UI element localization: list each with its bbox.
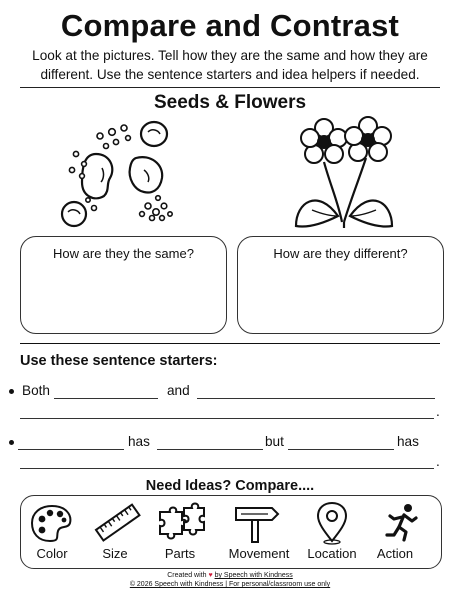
ruler-icon [94,503,142,543]
header-divider [20,87,440,88]
ideas-heading: Need Ideas? Compare.... [145,478,315,494]
section-divider [20,343,440,344]
period-1: . [436,404,440,419]
blank-1c[interactable] [20,418,434,419]
starters-heading: Use these sentence starters: [20,353,218,369]
map-pin-icon [314,501,350,545]
idea-parts: Parts [164,546,196,561]
palette-icon [30,503,74,543]
blank-2d[interactable] [20,468,434,469]
footer-credit [0,572,460,579]
bullet-2 [9,440,14,445]
same-question: How are they the same? [53,246,194,261]
running-person-icon [382,502,422,544]
starter-but: but [265,434,284,449]
page-title: Compare and Contrast [60,8,400,43]
blank-1a[interactable] [54,398,158,399]
flowers-illustration [282,118,406,233]
blank-2b[interactable] [157,449,263,450]
different-answer-box[interactable] [237,236,444,334]
heart-icon: ♥ [208,572,213,579]
footer-creator-link[interactable]: by Speech with Kindness [214,572,293,579]
footer-created-prefix: Created with [167,572,207,579]
idea-size: Size [102,546,128,561]
different-question: How are they different? [273,246,408,261]
bullet-1 [9,389,14,394]
idea-action: Action [376,546,414,561]
starter-has-1: has [128,434,150,449]
same-answer-box[interactable] [20,236,227,334]
idea-color: Color [36,546,68,561]
idea-location: Location [307,546,357,561]
idea-movement: Movement [228,546,290,561]
blank-1b[interactable] [197,398,435,399]
period-2: . [436,454,440,469]
puzzle-icon [156,502,206,544]
blank-2a[interactable] [18,449,124,450]
seeds-illustration [58,118,183,233]
footer-copyright[interactable]: © 2026 Speech with Kindness | For personal/classroom use only [129,581,331,588]
starter-has-2: has [397,434,419,449]
instructions: Look at the pictures. Tell how they are the same and how they are different. Use the sentence starters and idea helpers if needed. [32,48,428,82]
starter-and: and [167,383,190,398]
starter-both: Both [22,383,50,398]
subtitle: Seeds & Flowers [153,92,307,113]
blank-2c[interactable] [288,449,394,450]
signpost-icon [232,502,282,544]
